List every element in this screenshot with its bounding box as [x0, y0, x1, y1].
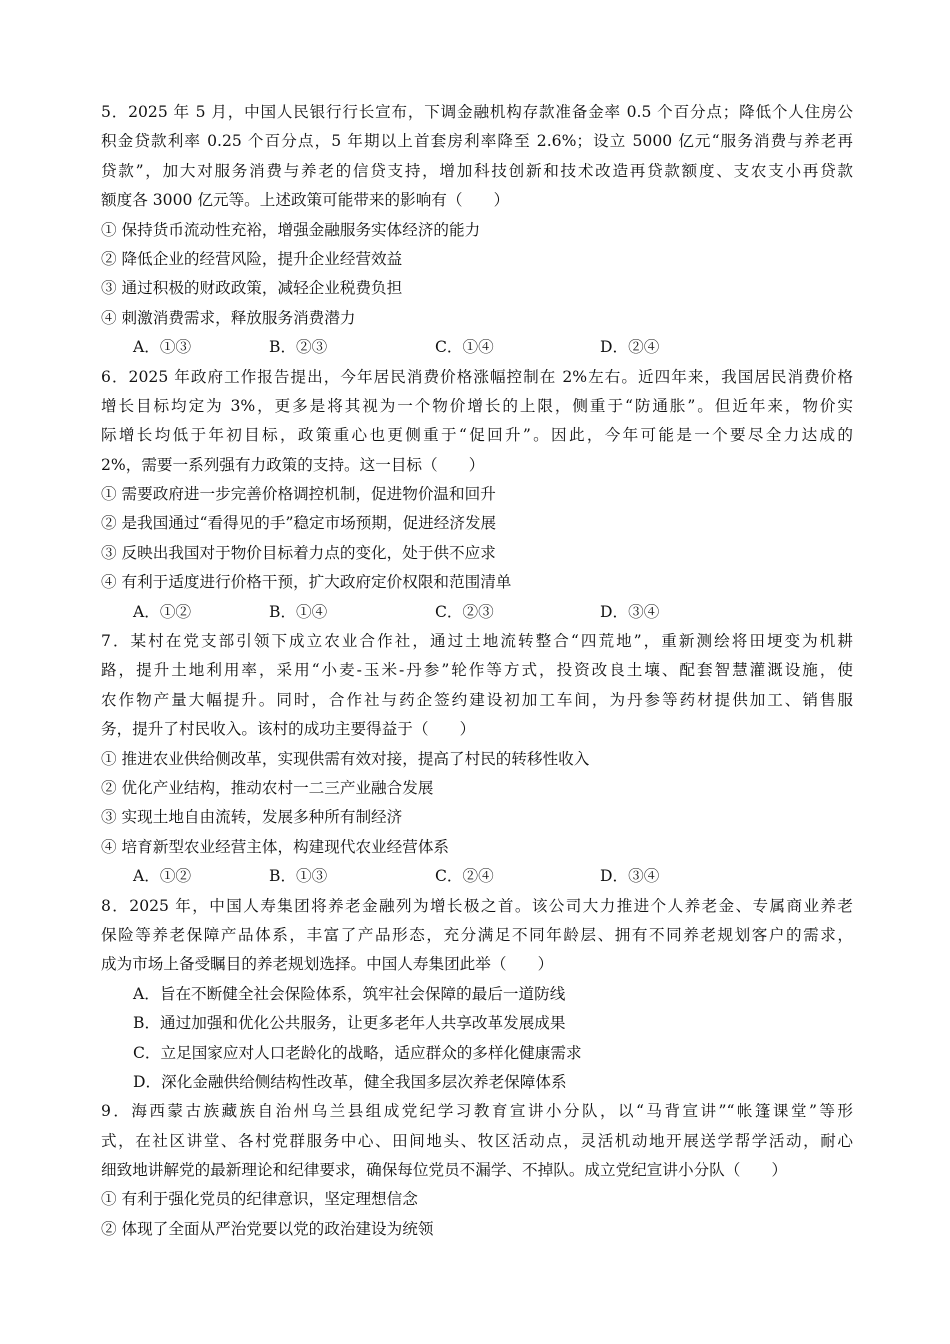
choice-d: D．③④: [600, 602, 660, 621]
statement-option: ③ 反映出我国对于物价目标着力点的变化，处于供不应求: [101, 543, 496, 562]
answer-choices: [101, 333, 853, 362]
choice-a: A．①②: [133, 602, 192, 621]
choice-b: B．②③: [269, 338, 328, 357]
statement-option: ① 需要政府进一步完善价格调控机制，促进物价温和回升: [101, 485, 496, 504]
choice-d: D．②④: [600, 338, 660, 357]
question-stem-line: 细致地讲解党的最新理论和纪律要求，确保每位党员不漏学、不掉队。成立党纪宣讲小分队（ ）: [101, 1161, 788, 1180]
question-stem-line: 2%，需要一系列强有力政策的支持。这一目标（ ）: [101, 455, 485, 474]
statement-option: ③ 通过积极的财政政策，减轻企业税费负担: [101, 279, 403, 298]
statement-option: ① 保持货币流动性充裕，增强金融服务实体经济的能力: [101, 220, 481, 239]
choice-a: A．旨在不断健全社会保险体系，筑牢社会保障的最后一道防线: [133, 984, 566, 1003]
question-6: [101, 363, 853, 628]
question-stem-line: 保险等养老保障产品体系，丰富了产品形态，充分满足不同年龄层、拥有不同养老规划客户的需求，: [101, 925, 853, 944]
choice-c: C．立足国家应对人口老龄化的战略，适应群众的多样化健康需求: [133, 1043, 582, 1062]
question-stem-line: 务，提升了村民收入。该村的成功主要得益于（ ）: [101, 720, 476, 739]
question-stem-line: 5．2025 年 5 月，中国人民银行行长宣布，下调金融机构存款准备金率 0.5 个百分点；降低个人住房公: [101, 103, 853, 121]
question-stem-line: 贷款”，加大对服务消费与养老的信贷支持，增加科技创新和技术改造再贷款额度、支农支小再贷款: [101, 161, 853, 180]
choice-c: C．②④: [435, 867, 494, 886]
question-stem-line: 8．2025 年，中国人寿集团将养老金融列为增长极之首。该公司大力推进个人养老金、专属商业养老: [101, 896, 853, 915]
statement-option: ② 是我国通过“看得见的手”稳定市场预期，促进经济发展: [101, 514, 497, 533]
statement-option: ② 降低企业的经营风险，提升企业经营效益: [101, 249, 403, 268]
statement-option: ② 优化产业结构，推动农村一二三产业融合发展: [101, 778, 434, 797]
question-7: [101, 627, 853, 892]
choice-a: A．①③: [133, 338, 192, 357]
question-8: [101, 892, 853, 1098]
answer-choices: [101, 598, 853, 627]
question-stem-line: 7．某村在党支部引领下成立农业合作社，通过土地流转整合“四荒地”，重新测绘将田埂变为机耕: [101, 632, 853, 651]
question-stem-line: 路，提升土地利用率，采用“小麦-玉米-丹参”轮作等方式，投资改良土壤、配套智慧灌溉设施，使: [101, 661, 853, 680]
question-stem-line: 积金贷款利率 0.25 个百分点，5 年期以上首套房利率降至 2.6%；设立 5000 亿元“服务消费与养老再: [101, 132, 853, 151]
statement-option: ① 推进农业供给侧改革，实现供需有效对接，提高了村民的转移性收入: [101, 749, 590, 768]
answer-choices: [101, 862, 853, 891]
question-stem-line: 额度各 3000 亿元等。上述政策可能带来的影响有（ ）: [101, 191, 510, 210]
question-stem-line: 成为市场上备受瞩目的养老规划选择。中国人寿集团此举（ ）: [101, 955, 554, 974]
exam-page: [101, 98, 853, 1244]
question-stem-line: 际增长均低于年初目标，政策重心也更侧重于“促回升”。因此，今年可能是一个要尽全力达成的: [101, 426, 853, 445]
choice-b: B．通过加强和优化公共服务，让更多老年人共享改革发展成果: [133, 1014, 566, 1033]
choice-c: C．①④: [435, 338, 494, 357]
statement-option: ① 有利于强化党员的纪律意识，坚定理想信念: [101, 1190, 418, 1209]
statement-option: ④ 有利于适度进行价格干预，扩大政府定价权限和范围清单: [101, 573, 512, 592]
question-stem-line: 9．海西蒙古族藏族自治州乌兰县组成党纪学习教育宣讲小分队，以“马背宣讲”“帐篷课堂”等形: [101, 1102, 853, 1121]
statement-option: ③ 实现土地自由流转，发展多种所有制经济: [101, 808, 403, 827]
question-stem-line: 农作物产量大幅提升。同时，合作社与药企签约建设初加工车间，为丹参等药材提供加工、销售服: [101, 690, 853, 709]
choice-c: C．②③: [435, 602, 494, 621]
choice-a: A．①②: [133, 867, 192, 886]
question-9: [101, 1097, 853, 1244]
question-stem-line: 增长目标均定为 3%，更多是将其视为一个物价增长的上限，侧重于“防通胀”。但近年来，物价实: [101, 396, 853, 415]
question-stem-line: 式，在社区讲堂、各村党群服务中心、田间地头、牧区活动点，灵活机动地开展送学帮学活动，耐心: [101, 1131, 853, 1150]
question-5: [101, 98, 853, 363]
statement-option: ② 体现了全面从严治党要以党的政治建设为统领: [101, 1219, 434, 1238]
question-stem-line: 6．2025 年政府工作报告提出，今年居民消费价格涨幅控制在 2%左右。近四年来，我国居民消费价格: [101, 367, 853, 386]
statement-option: ④ 刺激消费需求，释放服务消费潜力: [101, 308, 356, 327]
choice-b: B．①③: [269, 867, 328, 886]
statement-option: ④ 培育新型农业经营主体，构建现代农业经营体系: [101, 837, 450, 856]
choice-b: B．①④: [269, 602, 328, 621]
choice-d: D．深化金融供给侧结构性改革，健全我国多层次养老保障体系: [133, 1072, 567, 1091]
choice-d: D．③④: [600, 867, 660, 886]
